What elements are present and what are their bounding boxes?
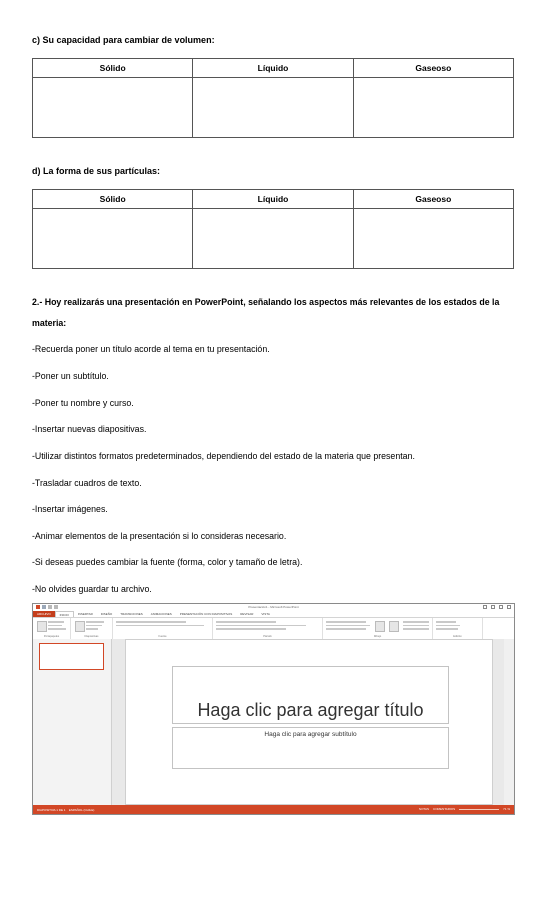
maximize-icon[interactable]	[499, 605, 503, 609]
task2-intro: 2.- Hoy realizarás una presentación en PowerPoint, señalando los aspectos más relevantes de los estados de la materia:	[32, 297, 500, 328]
answer-cell-gas[interactable]	[353, 209, 513, 269]
answer-cell-solid[interactable]	[33, 78, 193, 138]
group-label: Dibujo	[373, 635, 382, 638]
slide-canvas	[125, 639, 493, 805]
close-icon[interactable]	[507, 605, 511, 609]
window-title-bar	[33, 604, 514, 611]
answer-cell-liquid[interactable]	[193, 78, 353, 138]
tab-transitions[interactable]: TRANSICIONES	[120, 612, 143, 616]
instruction-item: -Animar elementos de la presentación si lo consideras necesario.	[32, 531, 287, 541]
tab-view[interactable]: VISTA	[261, 612, 270, 616]
tab-home[interactable]: INICIO	[55, 611, 74, 618]
ribbon	[33, 617, 514, 640]
group-label: Portapapeles	[43, 635, 60, 638]
arrange-icon[interactable]	[375, 621, 385, 632]
title-placeholder-text: Haga clic para agregar título	[197, 700, 424, 720]
ribbon-group-slides	[71, 618, 113, 639]
instruction-item: -Poner un subtítulo.	[32, 371, 109, 381]
instruction-item: -No olvides guardar tu archivo.	[32, 584, 152, 594]
col-gas-header: Gaseoso	[353, 190, 513, 209]
vertical-scrollbar[interactable]	[504, 639, 514, 805]
quick-styles-icon[interactable]	[389, 621, 399, 632]
minimize-icon[interactable]	[491, 605, 495, 609]
instruction-item: -Utilizar distintos formatos predeterminados, dependiendo del estado de la materia que presentan.	[32, 451, 415, 461]
title-placeholder[interactable]	[172, 666, 449, 724]
instruction-item: -Trasladar cuadros de texto.	[32, 478, 142, 488]
slide-thumbnail-pane	[33, 639, 112, 805]
window-title: Presentación1 - Microsoft PowerPoint	[248, 605, 299, 609]
instruction-item: -Si deseas puedes cambiar la fuente (forma, color y tamaño de letra).	[32, 557, 303, 567]
ribbon-group-paragraph	[213, 618, 323, 639]
notes-button[interactable]: NOTAS	[418, 807, 430, 811]
paste-icon[interactable]	[37, 621, 47, 632]
col-solid-header: Sólido	[33, 59, 193, 78]
group-label: Párrafo	[263, 635, 272, 638]
subtitle-placeholder-text: Haga clic para agregar subtítulo	[264, 731, 357, 738]
instruction-item: -Recuerda poner un título acorde al tema en tu presentación.	[32, 344, 270, 354]
zoom-level: 71 %	[503, 807, 510, 811]
window-controls	[483, 605, 511, 609]
workspace	[33, 639, 514, 805]
subtitle-placeholder[interactable]	[172, 727, 449, 769]
instruction-item: -Insertar imágenes.	[32, 504, 108, 514]
answer-cell-solid[interactable]	[33, 209, 193, 269]
help-icon[interactable]	[483, 605, 487, 609]
slide-thumbnail[interactable]	[39, 643, 104, 670]
language-indicator: ESPAÑOL (CHILE)	[68, 808, 95, 812]
col-liquid-header: Líquido	[193, 59, 353, 78]
answer-cell-liquid[interactable]	[193, 209, 353, 269]
group-label: Edición	[453, 635, 462, 638]
tab-file[interactable]: ARCHIVO	[33, 611, 55, 617]
tab-insert[interactable]: INSERTAR	[77, 612, 93, 616]
answer-cell-gas[interactable]	[353, 78, 513, 138]
group-label: Fuente	[158, 635, 167, 638]
section-c-table	[32, 58, 514, 138]
tab-slideshow[interactable]: PRESENTACIÓN CON DIAPOSITIVAS	[179, 612, 233, 616]
col-gas-header: Gaseoso	[353, 59, 513, 78]
section-d-table	[32, 189, 514, 269]
section-c-heading: c) Su capacidad para cambiar de volumen:	[32, 35, 215, 45]
new-slide-icon[interactable]	[75, 621, 85, 632]
tab-animations[interactable]: ANIMACIONES	[150, 612, 172, 616]
group-label: Diapositivas	[84, 635, 99, 638]
comments-button[interactable]: COMENTARIOS	[433, 807, 456, 811]
col-liquid-header: Líquido	[193, 190, 353, 209]
ribbon-group-drawing	[323, 618, 433, 639]
ribbon-group-font	[113, 618, 213, 639]
section-d-heading: d) La forma de sus partículas:	[32, 166, 161, 176]
status-bar	[33, 805, 514, 814]
ribbon-group-clipboard	[33, 618, 71, 639]
zoom-slider[interactable]	[459, 809, 499, 810]
col-solid-header: Sólido	[33, 190, 193, 209]
instruction-item: -Poner tu nombre y curso.	[32, 398, 134, 408]
instruction-item: -Insertar nuevas diapositivas.	[32, 424, 147, 434]
tab-design[interactable]: DISEÑO	[100, 612, 113, 616]
powerpoint-screenshot	[32, 603, 515, 815]
slide-counter: DIAPOSITIVA 1 DE 1	[37, 808, 66, 812]
tab-review[interactable]: REVISAR	[240, 612, 254, 616]
ribbon-group-editing	[433, 618, 483, 639]
